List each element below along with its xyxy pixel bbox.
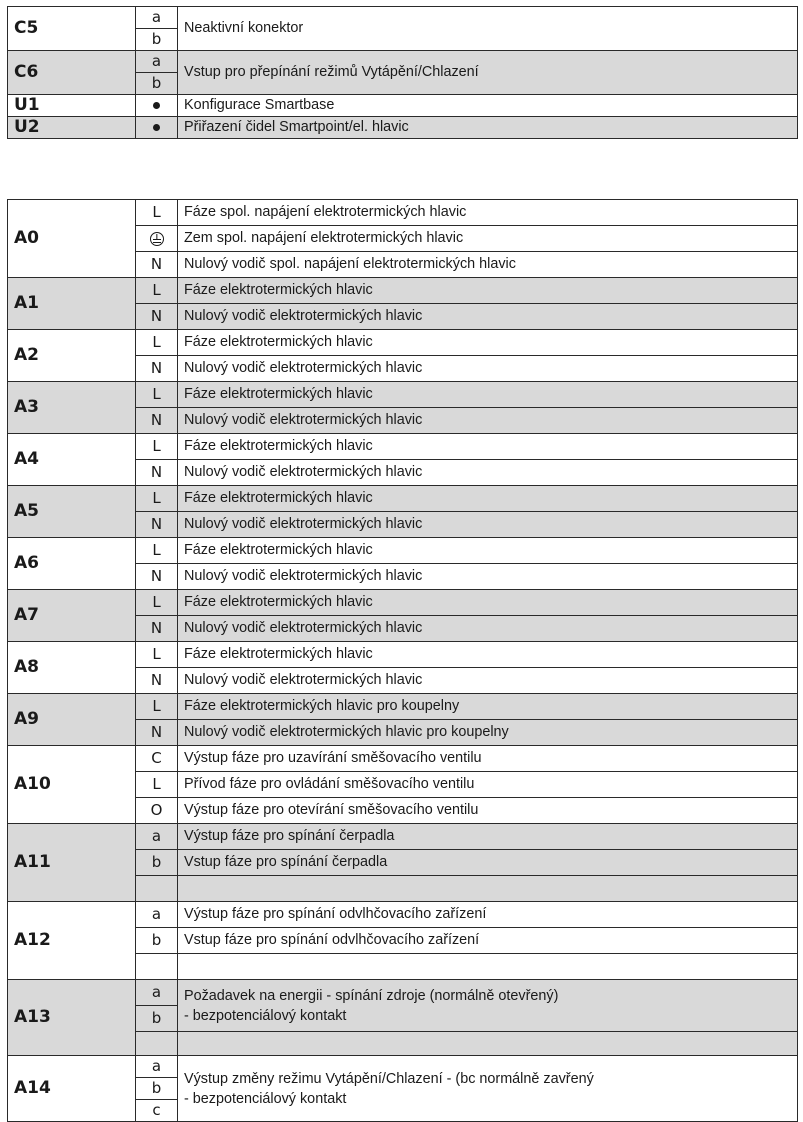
connector-code: C5 — [8, 7, 136, 51]
pin-label: a — [136, 902, 178, 928]
table-row — [8, 51, 798, 73]
connector-description: Fáze elektrotermických hlavic — [178, 538, 798, 564]
connector-code: U1 — [8, 95, 136, 117]
table-row — [8, 1056, 798, 1078]
connector-description — [178, 876, 798, 902]
connector-description: Nulový vodič elektrotermických hlavic — [178, 304, 798, 330]
connector-code: A4 — [8, 434, 136, 486]
connector-code: A3 — [8, 382, 136, 434]
pin-label: N — [136, 512, 178, 538]
pin-label: a — [136, 1056, 178, 1078]
connector-code: A10 — [8, 746, 136, 824]
pin-label: L — [136, 200, 178, 226]
connector-description: Fáze elektrotermických hlavic — [178, 642, 798, 668]
connector-description: Fáze elektrotermických hlavic — [178, 486, 798, 512]
table-row — [8, 117, 798, 139]
pin-label: L — [136, 434, 178, 460]
connector-description: Přiřazení čidel Smartpoint/el. hlavic — [178, 117, 798, 139]
pin-label: b — [136, 850, 178, 876]
connector-description — [178, 1056, 798, 1122]
table-row — [8, 824, 798, 850]
table-row — [8, 746, 798, 772]
connector-code: A7 — [8, 590, 136, 642]
connector-description: Nulový vodič elektrotermických hlavic — [178, 616, 798, 642]
connector-description: Fáze elektrotermických hlavic — [178, 590, 798, 616]
connector-description: Konfigurace Smartbase — [178, 95, 798, 117]
pin-label: C — [136, 746, 178, 772]
connector-description: Přívod fáze pro ovládání směšovacího ventilu — [178, 772, 798, 798]
pin-label: b — [136, 1006, 178, 1032]
connector-code: A14 — [8, 1056, 136, 1122]
connector-code: A6 — [8, 538, 136, 590]
table-row — [8, 382, 798, 408]
table-row — [8, 95, 798, 117]
pin-label: O — [136, 798, 178, 824]
pin-label: L — [136, 538, 178, 564]
table-row — [8, 590, 798, 616]
connector-code: A2 — [8, 330, 136, 382]
pin-label: L — [136, 590, 178, 616]
empty-cell — [178, 1032, 798, 1056]
connector-table-c-u — [7, 6, 798, 139]
connector-description: Zem spol. napájení elektrotermických hlavic — [178, 226, 798, 252]
pin-label: L — [136, 694, 178, 720]
table-row — [8, 7, 798, 29]
connector-description: Nulový vodič elektrotermických hlavic — [178, 512, 798, 538]
pin-label: N — [136, 460, 178, 486]
bullet-dot-icon — [153, 102, 160, 109]
pin-label: N — [136, 720, 178, 746]
pin-label: N — [136, 356, 178, 382]
connector-description — [178, 954, 798, 980]
table-row — [8, 200, 798, 226]
connector-description: Nulový vodič elektrotermických hlavic — [178, 408, 798, 434]
connector-description: Neaktivní konektor — [178, 7, 798, 51]
pin-label: N — [136, 616, 178, 642]
pin-label — [136, 226, 178, 252]
connector-description: Výstup fáze pro spínání čerpadla — [178, 824, 798, 850]
table-row — [8, 278, 798, 304]
table-row — [8, 642, 798, 668]
pin-label: L — [136, 642, 178, 668]
pin-cell — [136, 95, 178, 117]
connector-description: Nulový vodič elektrotermických hlavic — [178, 668, 798, 694]
connector-code: C6 — [8, 51, 136, 95]
pin-label: L — [136, 772, 178, 798]
pin-label — [136, 876, 178, 902]
connector-description: Výstup fáze pro otevírání směšovacího ventilu — [178, 798, 798, 824]
bullet-dot-icon — [153, 124, 160, 131]
connector-code: U2 — [8, 117, 136, 139]
description-line: - bezpotenciálový kontakt — [184, 1090, 347, 1107]
connector-description: Nulový vodič elektrotermických hlavic — [178, 460, 798, 486]
connector-description: Fáze elektrotermických hlavic — [178, 434, 798, 460]
pin-label: a — [136, 51, 178, 73]
pin-label: a — [136, 824, 178, 850]
description-line: Požadavek na energii - spínání zdroje (normálně otevřený) — [184, 987, 559, 1004]
connector-description: Nulový vodič elektrotermických hlavic — [178, 356, 798, 382]
pin-label: b — [136, 73, 178, 95]
pin-label: L — [136, 278, 178, 304]
connector-code: A8 — [8, 642, 136, 694]
pin-label: N — [136, 668, 178, 694]
pin-label: N — [136, 564, 178, 590]
connector-code: A11 — [8, 824, 136, 902]
table-row — [8, 486, 798, 512]
connector-code: A12 — [8, 902, 136, 980]
table-row — [8, 902, 798, 928]
pin-label: L — [136, 486, 178, 512]
table-row — [8, 434, 798, 460]
connector-description: Vstup pro přepínání režimů Vytápění/Chlazení — [178, 51, 798, 95]
pin-cell — [136, 117, 178, 139]
pin-empty — [136, 1032, 178, 1056]
pin-label: b — [136, 1078, 178, 1100]
connector-code: A5 — [8, 486, 136, 538]
connector-table-a — [7, 199, 798, 1122]
pin-label: L — [136, 330, 178, 356]
ground-icon — [150, 232, 164, 246]
description-line: - bezpotenciálový kontakt — [184, 1007, 347, 1024]
connector-description: Výstup fáze pro uzavírání směšovacího ventilu — [178, 746, 798, 772]
pin-label: N — [136, 304, 178, 330]
connector-code: A0 — [8, 200, 136, 278]
description-line: Výstup změny režimu Vytápění/Chlazení - (bc normálně zavřený — [184, 1070, 594, 1087]
pin-label: a — [136, 980, 178, 1006]
connector-description: Výstup fáze pro spínání odvlhčovacího zařízení — [178, 902, 798, 928]
connector-description: Fáze elektrotermických hlavic — [178, 278, 798, 304]
table-row — [8, 538, 798, 564]
pin-label: N — [136, 408, 178, 434]
pin-label: b — [136, 928, 178, 954]
pin-label: L — [136, 382, 178, 408]
connector-description: Nulový vodič elektrotermických hlavic pro koupelny — [178, 720, 798, 746]
connector-description: Fáze elektrotermických hlavic — [178, 382, 798, 408]
connector-description: Vstup fáze pro spínání čerpadla — [178, 850, 798, 876]
pin-label: a — [136, 7, 178, 29]
connector-description — [178, 980, 798, 1032]
connector-description: Nulový vodič spol. napájení elektrotermických hlavic — [178, 252, 798, 278]
connector-description: Fáze spol. napájení elektrotermických hlavic — [178, 200, 798, 226]
pin-label: c — [136, 1100, 178, 1122]
table-row — [8, 330, 798, 356]
table-row — [8, 980, 798, 1006]
connector-code: A13 — [8, 980, 136, 1056]
pin-label — [136, 954, 178, 980]
connector-description: Fáze elektrotermických hlavic — [178, 330, 798, 356]
connector-code: A1 — [8, 278, 136, 330]
table-row — [8, 694, 798, 720]
connector-description: Vstup fáze pro spínání odvlhčovacího zařízení — [178, 928, 798, 954]
connector-description: Fáze elektrotermických hlavic pro koupelny — [178, 694, 798, 720]
connector-description: Nulový vodič elektrotermických hlavic — [178, 564, 798, 590]
connector-code: A9 — [8, 694, 136, 746]
pin-label: b — [136, 29, 178, 51]
pin-label: N — [136, 252, 178, 278]
